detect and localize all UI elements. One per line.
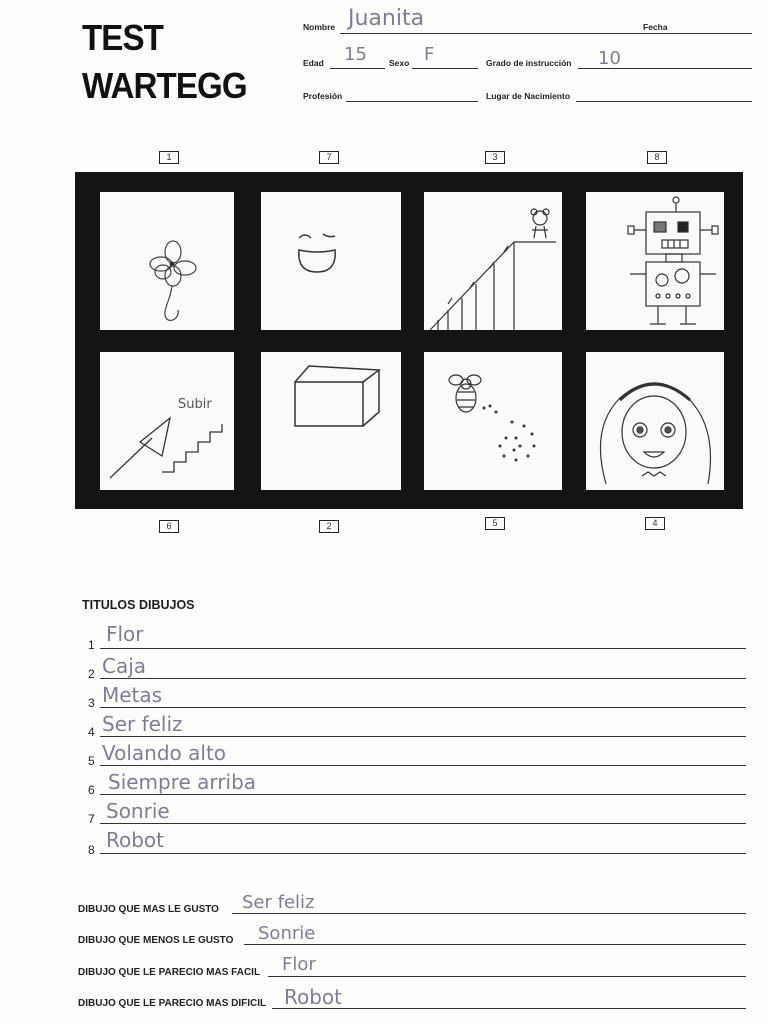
bee-drawing — [424, 352, 562, 490]
question-label: DIBUJO QUE LE PARECIO MAS DIFICIL — [78, 998, 267, 1009]
title-answer[interactable]: Sonrie — [106, 799, 170, 823]
cell-number-top-4: 8 — [647, 151, 667, 164]
question-label: DIBUJO QUE MAS LE GUSTO — [78, 904, 219, 915]
cell-number-top-3: 3 — [485, 151, 505, 164]
title-number: 8 — [88, 843, 95, 857]
question-answer[interactable]: Flor — [282, 954, 316, 975]
drawing-cell-bee[interactable] — [424, 352, 562, 490]
cell-number-bottom-3: 5 — [485, 517, 505, 530]
cell-number-top-2: 7 — [319, 151, 339, 164]
drawing-cell-robot[interactable] — [586, 192, 724, 330]
title-answer[interactable]: Metas — [102, 683, 163, 707]
grado-label: Grado de instrucción — [486, 58, 572, 68]
lugar-label: Lugar de Nacimiento — [486, 91, 571, 101]
arrow-drawing — [100, 352, 234, 490]
drawing-cell-arrow[interactable] — [100, 352, 234, 490]
cell-number-bottom-4: 4 — [645, 517, 665, 530]
test-title-line1: TEST — [82, 17, 163, 58]
title-answer[interactable]: Siempre arriba — [108, 770, 257, 794]
sexo-value[interactable]: F — [424, 44, 435, 65]
question-answer[interactable]: Ser feliz — [242, 892, 315, 913]
test-title-line2: WARTEGG — [82, 65, 247, 106]
nombre-label: Nombre — [303, 22, 336, 32]
flower-drawing — [100, 192, 234, 330]
title-number: 4 — [88, 725, 95, 739]
robot-drawing — [586, 192, 724, 330]
cell-number-bottom-1: 6 — [159, 520, 179, 533]
title-answer[interactable]: Flor — [106, 622, 144, 646]
question-label: DIBUJO QUE MENOS LE GUSTO — [78, 935, 234, 946]
drawing-cell-box[interactable] — [261, 352, 401, 490]
nombre-value[interactable]: Juanita — [348, 6, 425, 31]
sexo-label: Sexo — [389, 58, 410, 68]
drawing-cell-flower[interactable] — [100, 192, 234, 330]
girl-drawing — [586, 352, 724, 490]
edad-label: Edad — [303, 58, 324, 68]
drawing-grid — [75, 172, 743, 509]
drawing-cell-face[interactable] — [261, 192, 401, 330]
title-number: 7 — [88, 812, 95, 826]
fecha-label: Fecha — [643, 22, 668, 32]
title-number: 6 — [88, 783, 95, 797]
title-number: 2 — [88, 667, 95, 681]
title-number: 3 — [88, 696, 95, 710]
drawing-cell-girl[interactable] — [586, 352, 724, 490]
question-answer[interactable]: Sonrie — [258, 923, 316, 944]
title-answer[interactable]: Robot — [106, 828, 165, 852]
cell-number-top-1: 1 — [159, 151, 179, 164]
question-answer[interactable]: Robot — [284, 985, 343, 1009]
title-answer[interactable]: Caja — [102, 654, 147, 678]
grado-value[interactable]: 10 — [598, 48, 621, 69]
staircase-drawing — [424, 192, 562, 330]
question-label: DIBUJO QUE LE PARECIO MAS FACIL — [78, 967, 261, 978]
title-number: 5 — [88, 754, 95, 768]
title-answer[interactable]: Ser feliz — [102, 712, 183, 736]
subir-text: Subir — [178, 397, 212, 412]
edad-value[interactable]: 15 — [344, 44, 367, 65]
title-answer[interactable]: Volando alto — [102, 741, 227, 765]
titulos-heading: TITULOS DIBUJOS — [82, 598, 195, 612]
title-number: 1 — [88, 638, 95, 652]
drawing-cell-staircase[interactable] — [424, 192, 562, 330]
box-drawing — [261, 352, 401, 490]
profesion-label: Profesión — [303, 91, 343, 101]
cell-number-bottom-2: 2 — [319, 520, 339, 533]
face-drawing — [261, 192, 401, 330]
